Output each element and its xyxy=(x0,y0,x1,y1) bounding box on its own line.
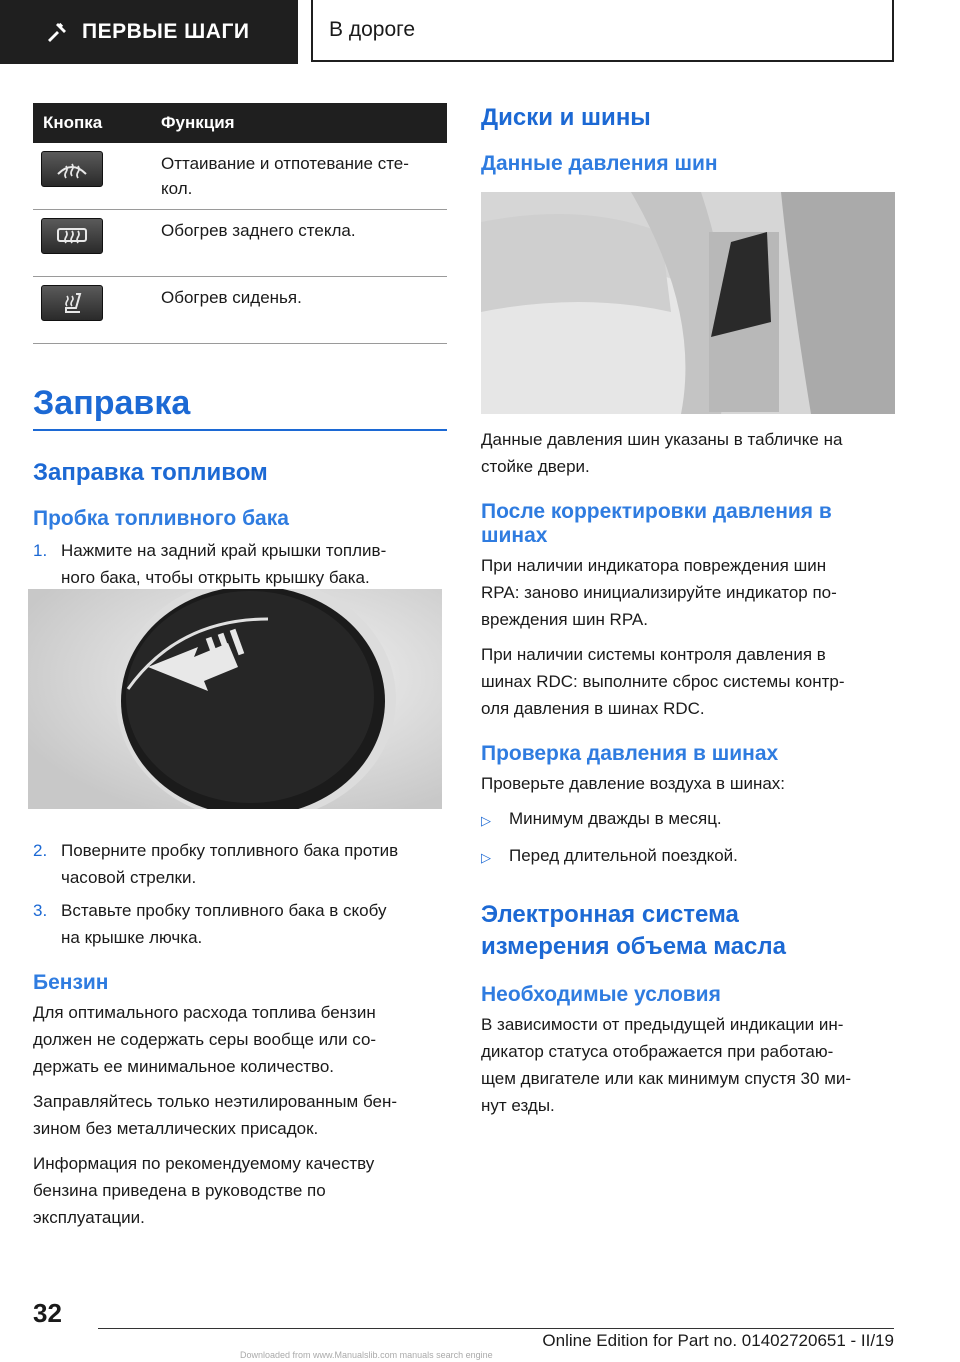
seat-heat-icon xyxy=(41,285,103,321)
car-key-icon xyxy=(42,17,72,47)
paragraph: Для оптимального расхода топлива бензин должен не содержать серы вообще или со- держать ее минимальное количество. xyxy=(33,1003,377,1076)
fuel-cap-photo xyxy=(28,589,442,809)
heading-refueling: Заправка xyxy=(33,384,447,431)
triangle-bullet-icon: ▷ xyxy=(481,813,491,828)
door-pillar-photo xyxy=(481,192,895,414)
watermark-text: Downloaded from www.Manualslib.com manuals search engine xyxy=(240,1350,493,1360)
paragraph: Проверьте давление воздуха в шинах: xyxy=(481,774,786,793)
heading-after-correction: После корректировки давления в шинах xyxy=(481,500,832,547)
heading-tire-pressure-data: Данные давления шин xyxy=(481,152,718,175)
heading-check-pressure: Проверка давления в шинах xyxy=(481,742,779,765)
col-header-button: Кнопка xyxy=(33,103,161,143)
heading-refueling-fuel: Заправка топливом xyxy=(33,459,268,486)
edition-text: Online Edition for Part no. 01402720651 - II/19 xyxy=(542,1331,894,1350)
heading-wheels-tires: Диски и шины xyxy=(481,104,651,131)
paragraph: Информация по рекомендуемому качеству бензина приведена в руководстве по эксплуатации. xyxy=(33,1154,375,1227)
triangle-bullet-icon: ▷ xyxy=(481,850,491,865)
paragraph: Данные давления шин указаны в табличке на стойке двери. xyxy=(481,430,843,476)
heading-requirements: Необходимые условия xyxy=(481,983,721,1006)
right-column xyxy=(481,100,895,1119)
function-text: Обогрев заднего стекла. xyxy=(161,210,447,277)
header-section-tab xyxy=(0,0,298,64)
paragraph: При наличии индикатора повреждения шин RPA: заново инициализируйте индикатор по- вреждения шин RPA. xyxy=(481,556,837,629)
section-title: ПЕРВЫЕ ШАГИ xyxy=(82,20,250,43)
step-3: 3. Вставьте пробку топливного бака в скобу на крышке лючка. xyxy=(33,901,387,947)
page-number: 32 xyxy=(33,1298,62,1328)
list-item: ▷ Перед длительной поездкой. xyxy=(481,842,895,871)
table-row xyxy=(33,210,447,277)
button-function-table xyxy=(33,103,447,344)
heading-petrol: Бензин xyxy=(33,971,109,994)
table-row xyxy=(33,277,447,344)
heading-fuel-cap: Пробка топливного бака xyxy=(33,507,289,530)
step-1: 1. Нажмите на задний край крышки топлив- ного бака, чтобы открыть крышку бака. xyxy=(33,541,387,587)
function-text: Обогрев сиденья. xyxy=(161,277,447,344)
paragraph: В зависимости от предыдущей индикации ин- дикатор статуса отображается при работаю- щем двигателе или как минимум спустя 30 ми- нут езды. xyxy=(481,1015,852,1115)
paragraph: Заправляйтесь только неэтилированным бен- зином без металлических присадок. xyxy=(33,1092,397,1138)
footer-divider xyxy=(98,1328,894,1329)
step-2: 2. Поверните пробку топливного бака против часовой стрелки. xyxy=(33,841,399,887)
col-header-function: Функция xyxy=(161,103,447,143)
table-row xyxy=(33,143,447,210)
rear-window-heat-icon xyxy=(41,218,103,254)
chapter-title: В дороге xyxy=(329,18,416,41)
function-text: Оттаивание и отпотевание сте- кол. xyxy=(161,143,447,210)
list-item: ▷ Минимум дважды в месяц. xyxy=(481,805,895,834)
heading-oil-measurement: Электронная система измерения объема масла xyxy=(481,901,786,960)
paragraph: При наличии системы контроля давления в шинах RDC: выполните сброс системы контр- оля давления в шинах RDC. xyxy=(481,645,845,718)
header-chapter-box xyxy=(311,0,894,62)
windshield-defrost-icon xyxy=(41,151,103,187)
